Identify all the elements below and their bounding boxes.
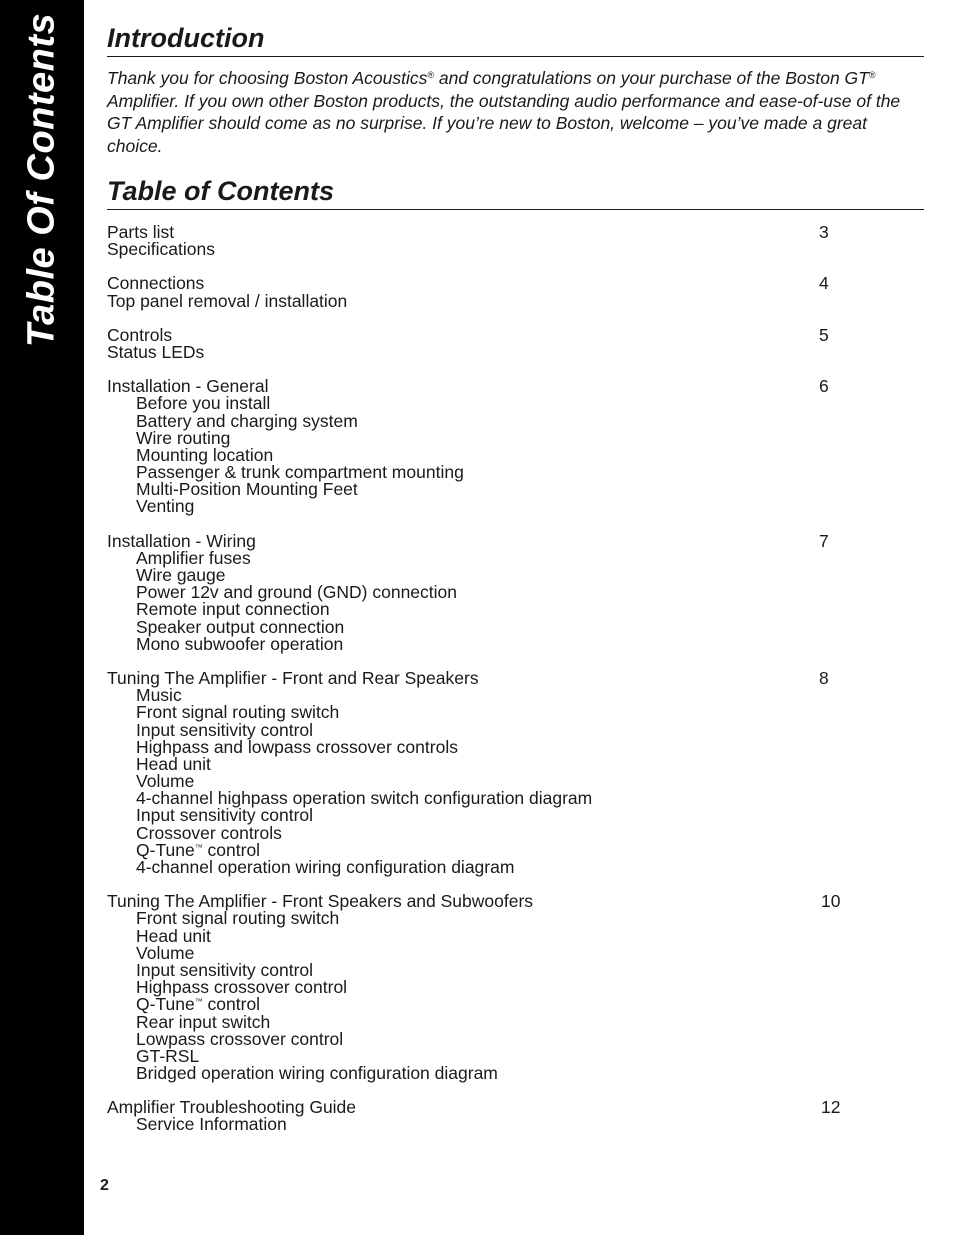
registered-mark: ® xyxy=(427,70,434,80)
toc-page-number: 6 xyxy=(819,376,829,397)
toc-entry-label: Music xyxy=(136,685,182,706)
toc-subentry xyxy=(107,859,924,876)
toc-entry-label: Mono subwoofer operation xyxy=(136,633,344,654)
toc-entry-label: Top panel removal / installation xyxy=(107,290,348,311)
toc-entry-label: Input sensitivity control xyxy=(136,805,314,826)
toc-page-number: 12 xyxy=(821,1097,841,1118)
toc-entry-label: Speaker output connection xyxy=(136,616,345,637)
toc-entry-label: Wire gauge xyxy=(136,565,226,585)
toc-subentry xyxy=(107,290,924,311)
toc-subentry xyxy=(107,1065,924,1082)
toc-entry-label: Installation - Wiring xyxy=(107,530,256,551)
toc-entry-label: Parts list xyxy=(107,222,175,242)
trademark-mark: ™ xyxy=(194,842,203,852)
toc-entry-label: Passenger & trunk compartment mounting xyxy=(136,462,464,483)
toc-entry-label: Lowpass crossover control xyxy=(136,1028,344,1049)
toc-entry-label: Tuning The Amplifier - Front and Rear Speakers xyxy=(107,667,479,688)
toc-group xyxy=(107,667,924,877)
toc-entry-label: Q-Tune xyxy=(136,994,195,1015)
toc-entry-label: Input sensitivity control xyxy=(136,719,314,740)
toc-entry-label: Power 12v and ground (GND) connection xyxy=(136,582,458,603)
toc-entry-label: Specifications xyxy=(107,239,215,260)
toc-entry-label: Volume xyxy=(136,942,195,963)
toc-group xyxy=(107,1099,924,1133)
trademark-mark: ™ xyxy=(194,997,203,1007)
toc-group xyxy=(107,893,924,1082)
page-content xyxy=(107,22,924,1151)
side-bar xyxy=(0,0,84,1235)
toc-subentry xyxy=(107,633,924,654)
toc-entry-label: Front signal routing switch xyxy=(136,908,340,929)
toc-page-number: 3 xyxy=(819,222,829,242)
introduction-heading: Introduction xyxy=(107,22,924,57)
toc-entry-label: Input sensitivity control xyxy=(136,959,314,980)
toc-entry xyxy=(107,224,924,241)
toc-entry-label: Remote input connection xyxy=(136,599,330,620)
toc-page-number: 10 xyxy=(821,891,841,912)
toc-entry-label: Crossover controls xyxy=(136,822,282,843)
toc-entry-label: Controls xyxy=(107,324,173,345)
toc-group xyxy=(107,530,924,654)
toc-entry-label: Volume xyxy=(136,771,195,792)
toc-group xyxy=(107,224,924,258)
toc-entry-label: Highpass crossover control xyxy=(136,977,348,998)
toc-entry-label: Multi-Position Mounting Feet xyxy=(136,479,358,500)
toc-entry-label: Wire routing xyxy=(136,427,231,448)
introduction-paragraph xyxy=(107,67,924,157)
toc-entry-label: Head unit xyxy=(136,925,211,946)
toc-entry-label: Mounting location xyxy=(136,444,274,465)
toc-subentry xyxy=(107,910,924,927)
toc-entry-suffix: control xyxy=(202,994,261,1015)
toc-entry-label: GT-RSL xyxy=(136,1045,200,1066)
toc-entry-label: Tuning The Amplifier - Front Speakers and Subwoofers xyxy=(107,891,534,912)
toc-entry-label: Highpass and lowpass crossover controls xyxy=(136,736,458,757)
toc-entry-suffix: control xyxy=(202,839,261,860)
toc-entry-label: Amplifier Troubleshooting Guide xyxy=(107,1097,357,1118)
toc-subentry xyxy=(107,925,924,946)
toc-subentry xyxy=(107,547,924,568)
toc-entry-label: Bridged operation wiring configuration diagram xyxy=(136,1063,498,1084)
intro-text-part-1: Thank you for choosing Boston Acoustics xyxy=(107,68,428,88)
registered-mark-2: ® xyxy=(868,70,876,80)
toc-subentry xyxy=(107,241,924,258)
toc-group xyxy=(107,275,924,309)
toc-entry xyxy=(107,667,924,688)
toc-subentry xyxy=(107,1028,924,1049)
toc-entry-label: Connections xyxy=(107,273,205,294)
toc-entry-label: Rear input switch xyxy=(136,1011,271,1032)
toc-group xyxy=(107,378,924,516)
intro-text-part-2: and congratulations on your purchase of the Boston GT xyxy=(434,68,869,88)
toc-entry-label: 4-channel operation wiring configuration diagram xyxy=(136,857,515,877)
toc-entry-label: Battery and charging system xyxy=(136,410,358,431)
toc-subentry xyxy=(107,736,924,757)
toc-page-number: 4 xyxy=(819,273,829,294)
toc-entry-label: 4-channel highpass operation switch configuration diagram xyxy=(136,788,593,809)
toc-subentry xyxy=(107,498,924,515)
toc-page-number: 8 xyxy=(819,667,829,688)
toc-entry-label: Q-Tune xyxy=(136,839,195,860)
toc-entry-label: Amplifier fuses xyxy=(136,547,251,568)
toc-subentry xyxy=(107,341,924,362)
toc-list xyxy=(107,224,924,1134)
toc-group xyxy=(107,324,924,362)
toc-entry xyxy=(107,324,924,345)
toc-entry-label: Head unit xyxy=(136,753,211,774)
toc-entry-label: Before you install xyxy=(136,393,271,414)
toc-entry-label: Venting xyxy=(136,496,195,517)
page-number: 2 xyxy=(100,1177,109,1194)
toc-page-number: 5 xyxy=(819,324,829,345)
toc-subentry xyxy=(107,753,924,774)
toc-heading: Table of Contents xyxy=(107,175,924,210)
toc-entry-label: Installation - General xyxy=(107,376,269,397)
toc-entry-label: Service Information xyxy=(136,1114,287,1135)
toc-page-number: 7 xyxy=(819,530,829,551)
toc-entry-label: Status LEDs xyxy=(107,341,205,362)
intro-text-part-3: Amplifier. If you own other Boston products, the outstanding audio performance and ease-of-use of the GT Amplifier should come as no surprise. If you’re new to Boston, welcome – you’ve made a great choice. xyxy=(107,90,901,156)
toc-subentry xyxy=(107,1116,924,1133)
toc-entry-label: Front signal routing switch xyxy=(136,702,340,723)
side-title: Table Of Contents xyxy=(20,12,63,348)
toc-subentry xyxy=(107,481,924,498)
